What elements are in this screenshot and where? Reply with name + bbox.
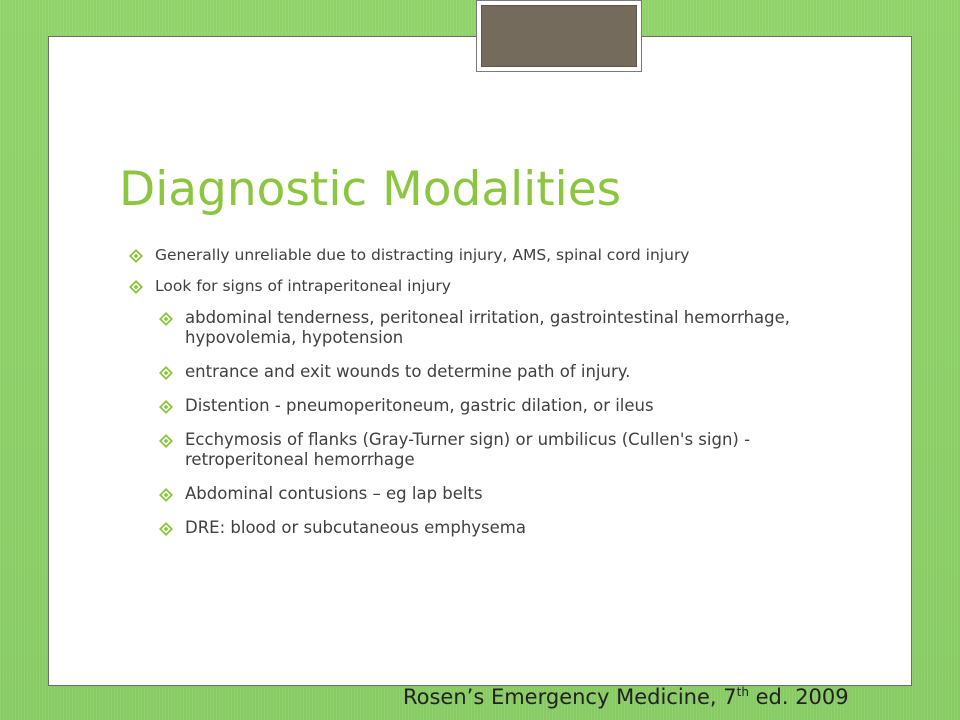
sub-bullet-item [158,484,808,504]
sub-bullet-item [158,430,808,470]
bullet-list [128,246,808,552]
bullet-item [128,277,808,295]
bullet-item [128,246,808,264]
bullet-text: Generally unreliable due to distracting injury, AMS, spinal cord injury [155,246,690,264]
sub-bullet-text: DRE: blood or subcutaneous emphysema [185,518,526,537]
bullet-text: Look for signs of intraperitoneal injury [155,277,451,295]
sub-bullet-item [158,518,808,538]
green-diamond-bullet-icon [158,399,174,415]
sub-bullet-text: abdominal tenderness, peritoneal irritation, gastrointestinal hemorrhage, hypovolemia, hypotension [185,308,791,347]
citation-main: Rosen’s Emergency Medicine, 7 [403,685,737,709]
sub-bullet-text: Ecchymosis of flanks (Gray-Turner sign) or umbilicus (Cullen's sign) - retroperitoneal hemorrhage [185,430,751,469]
citation-tail: ed. 2009 [748,685,849,709]
top-decorative-tab [476,0,642,72]
green-diamond-bullet-icon [158,311,174,327]
sub-bullet-item [158,362,808,382]
sub-bullet-item [158,396,808,416]
slide-title: Diagnostic Modalities [119,162,622,217]
green-diamond-bullet-icon [158,433,174,449]
sub-bullet-text: Distention - pneumoperitoneum, gastric dilation, or ileus [185,396,654,415]
green-diamond-bullet-icon [128,279,144,295]
sub-bullet-item [158,308,808,348]
green-diamond-bullet-icon [128,248,144,264]
sub-bullet-text: entrance and exit wounds to determine path of injury. [185,362,631,381]
sub-bullet-text: Abdominal contusions – eg lap belts [185,484,483,503]
citation-superscript: th [736,685,749,699]
top-tab-fill [481,5,637,67]
citation-text [403,684,849,710]
green-diamond-bullet-icon [158,487,174,503]
green-diamond-bullet-icon [158,521,174,537]
green-diamond-bullet-icon [158,365,174,381]
